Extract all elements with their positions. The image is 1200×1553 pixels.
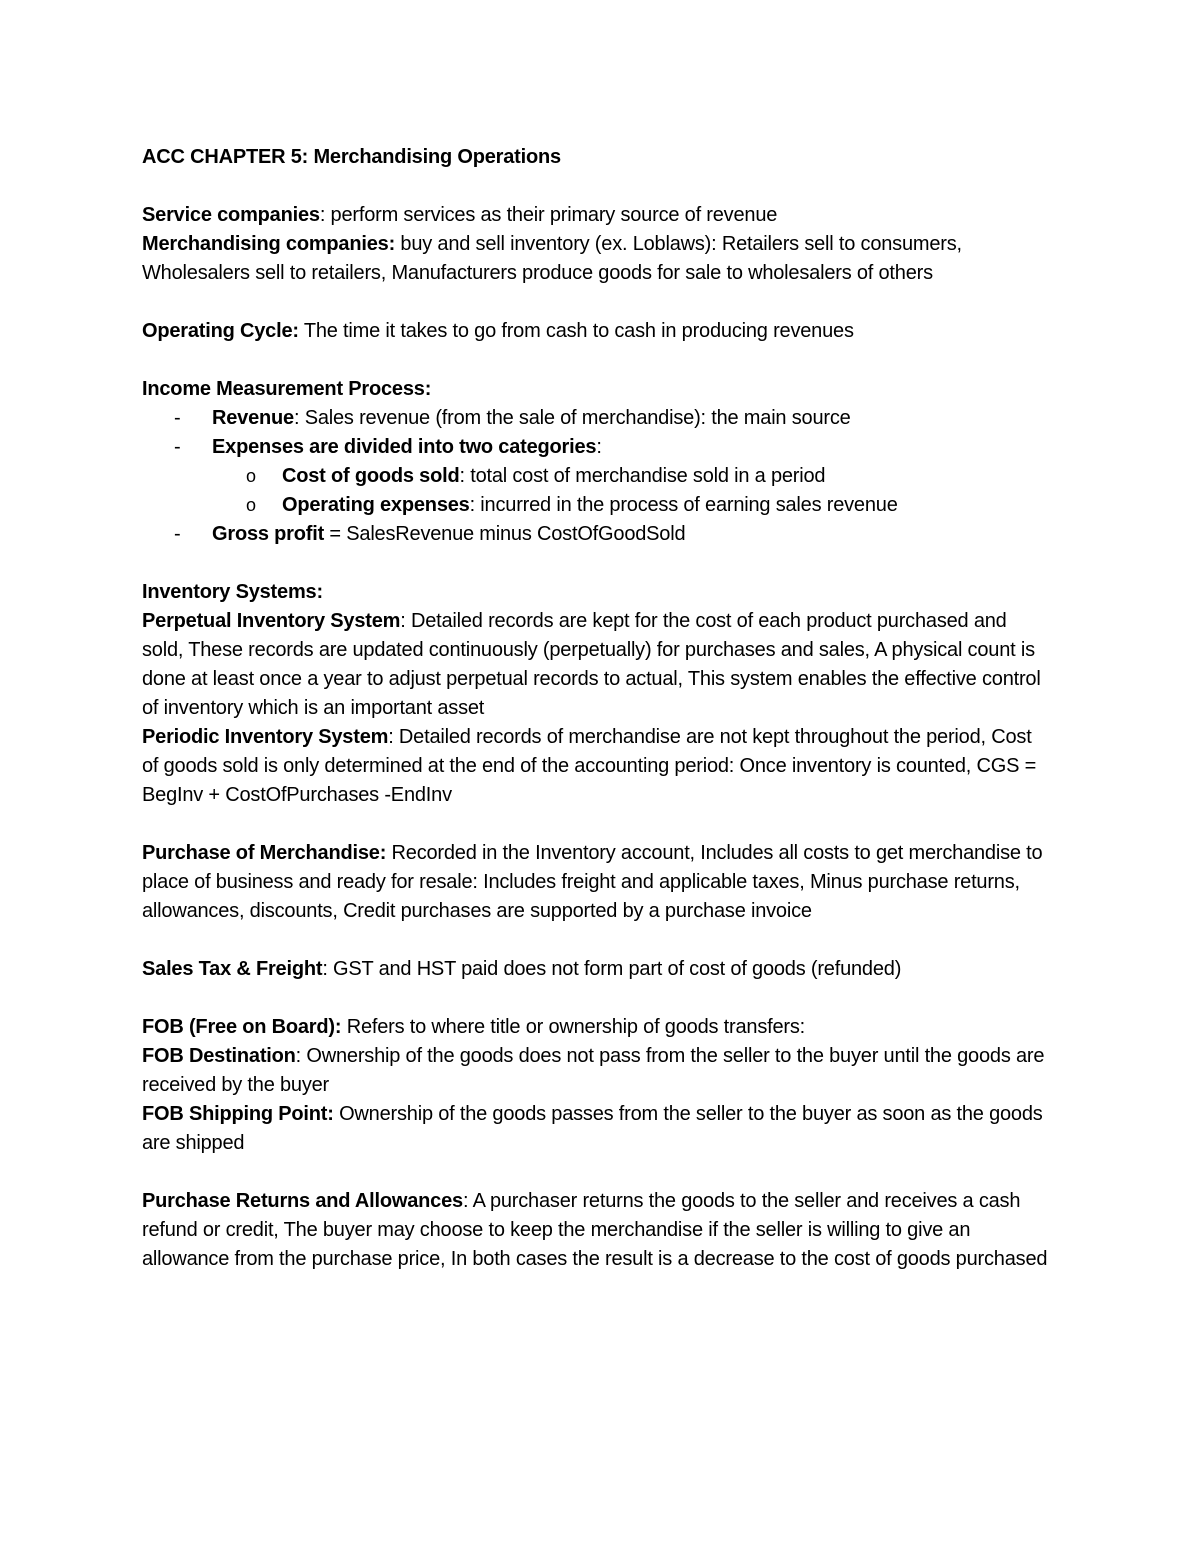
periodic-inventory-paragraph	[142, 723, 1052, 810]
sales-tax-term: Sales Tax & Freight	[142, 958, 323, 980]
fob-destination-text: : Ownership of the goods does not pass from the seller to the buyer until the goods are received by the buyer	[142, 1045, 1045, 1096]
spacer	[142, 810, 1052, 839]
periodic-inventory-term: Periodic Inventory System	[142, 726, 389, 748]
perpetual-inventory-term: Perpetual Inventory System	[142, 610, 401, 632]
bullet-gross-profit	[142, 520, 1052, 549]
fob-shipping-point-term: FOB Shipping Point:	[142, 1103, 334, 1125]
merchandising-companies-paragraph	[142, 230, 1052, 288]
circle-bullet: o	[246, 466, 256, 486]
sub-bullet-cogs	[142, 462, 1052, 491]
expenses-term: Expenses are divided into two categories	[212, 436, 597, 458]
circle-bullet: o	[246, 495, 256, 515]
fob-shipping-point-paragraph	[142, 1100, 1052, 1158]
bullet-expenses	[142, 433, 1052, 462]
spacer	[142, 984, 1052, 1013]
dash-bullet: -	[174, 436, 181, 458]
operating-cycle-term: Operating Cycle:	[142, 320, 299, 342]
expenses-text: :	[596, 436, 602, 458]
spacer	[142, 172, 1052, 201]
operating-expenses-term: Operating expenses	[282, 494, 470, 516]
fob-text: Refers to where title or ownership of goods transfers:	[341, 1016, 806, 1038]
sub-bullet-operating-expenses	[142, 491, 1052, 520]
spacer	[142, 288, 1052, 317]
fob-destination-term: FOB Destination	[142, 1045, 296, 1067]
fob-term: FOB (Free on Board):	[142, 1016, 342, 1038]
purchase-returns-text: : A purchaser returns the goods to the seller and receives a cash refund or credit, The buyer may choose to keep the merchandise if the seller is willing to give an allowance from the purchase price, In both cases the result is a decrease to the cost of goods purchased	[142, 1190, 1048, 1270]
fob-destination-paragraph	[142, 1042, 1052, 1100]
merchandising-companies-term: Merchandising companies:	[142, 233, 396, 255]
service-companies-text: : perform services as their primary source of revenue	[319, 204, 778, 226]
purchase-returns-term: Purchase Returns and Allowances	[142, 1190, 463, 1212]
merchandising-companies-text: buy and sell inventory (ex. Loblaws): Retailers sell to consumers, Wholesalers sell to retailers, Manufacturers produce goods for sale to wholesalers of others	[142, 233, 962, 284]
purchase-of-merchandise-text: Recorded in the Inventory account, Includes all costs to get merchandise to place of business and ready for resale: Includes freight and applicable taxes, Minus purchase returns, allowances, discounts, Credit purchases are supported by a purchase invoice	[142, 842, 1043, 922]
gross-profit-term: Gross profit	[212, 523, 325, 545]
purchase-returns-paragraph	[142, 1187, 1052, 1274]
spacer	[142, 549, 1052, 578]
purchase-of-merchandise-term: Purchase of Merchandise:	[142, 842, 387, 864]
purchase-of-merchandise-paragraph	[142, 839, 1052, 926]
dash-bullet: -	[174, 407, 181, 429]
dash-bullet: -	[174, 523, 181, 545]
operating-cycle-paragraph	[142, 317, 1052, 346]
periodic-inventory-text: : Detailed records of merchandise are not kept throughout the period, Cost of goods sold is only determined at the end of the accounting period: Once inventory is counted, CGS = BegInv + CostOfPurchases -EndInv	[142, 726, 1037, 806]
perpetual-inventory-paragraph	[142, 607, 1052, 723]
cogs-term: Cost of goods sold	[282, 465, 460, 487]
cogs-text: : total cost of merchandise sold in a period	[459, 465, 826, 487]
document-page	[142, 143, 1052, 1274]
bullet-revenue	[142, 404, 1052, 433]
service-companies-paragraph	[142, 201, 1052, 230]
perpetual-inventory-text: : Detailed records are kept for the cost of each product purchased and sold, These records are updated continuously (perpetually) for purchases and sales, A physical count is done at least once a year to adjust perpetual records to actual, This system enables the effective control of inventory which is an important asset	[142, 610, 1041, 719]
income-measurement-heading: Income Measurement Process:	[142, 378, 432, 400]
spacer	[142, 1158, 1052, 1187]
fob-shipping-point-text: Ownership of the goods passes from the seller to the buyer as soon as the goods are shipped	[142, 1103, 1043, 1154]
revenue-text: : Sales revenue (from the sale of merchandise): the main source	[293, 407, 851, 429]
sales-tax-text: : GST and HST paid does not form part of cost of goods (refunded)	[322, 958, 902, 980]
revenue-term: Revenue	[212, 407, 294, 429]
spacer	[142, 346, 1052, 375]
sales-tax-paragraph	[142, 955, 1052, 984]
fob-paragraph	[142, 1013, 1052, 1042]
operating-cycle-text: The time it takes to go from cash to cash in producing revenues	[298, 320, 854, 342]
document-title: ACC CHAPTER 5: Merchandising Operations	[142, 146, 561, 168]
inventory-systems-heading: Inventory Systems:	[142, 581, 323, 603]
operating-expenses-text: : incurred in the process of earning sales revenue	[469, 494, 898, 516]
spacer	[142, 926, 1052, 955]
gross-profit-text: = SalesRevenue minus CostOfGoodSold	[324, 523, 686, 545]
service-companies-term: Service companies	[142, 204, 320, 226]
